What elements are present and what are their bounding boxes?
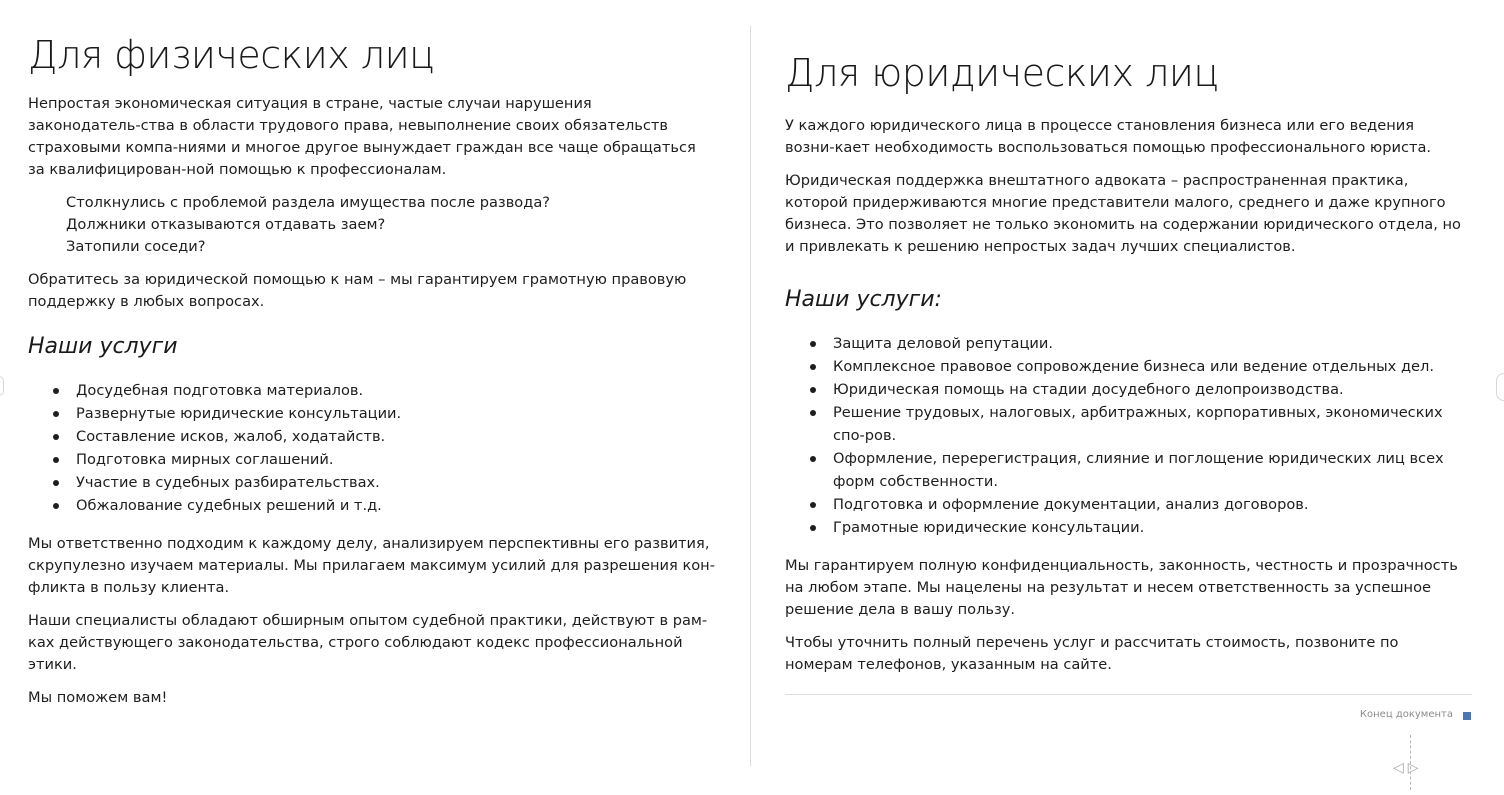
next-page-edge[interactable]	[1496, 373, 1504, 401]
end-separator	[785, 694, 1472, 695]
support-paragraph: Юридическая поддержка внештатного адвоката – распространенная практика, которой придерживаются многие представители малого, среднего и даже крупного бизнеса. Это позволяет не только экономить на содержании юридического отдела, но и привлекать к решению непростых задач лучших специалистов.	[785, 171, 1461, 255]
list-item: Юридическая помощь на стадии досудебного делопроизводства.	[785, 378, 1475, 401]
bullet-icon	[810, 364, 816, 370]
bullet-icon	[53, 480, 59, 486]
list-item: Досудебная подготовка материалов.	[28, 379, 718, 402]
list-item: Участие в судебных разбирательствах.	[28, 471, 718, 494]
list-item: Развернутые юридические консультации.	[28, 402, 718, 425]
bullet-icon	[810, 387, 816, 393]
bullet-icon	[810, 525, 816, 531]
question-line: Должники отказываются отдавать заем?	[66, 215, 386, 233]
intro-paragraph: У каждого юридического лица в процессе становления бизнеса или его ведения возни-кает необходимость воспользоваться помощью профессионального юриста.	[785, 116, 1432, 156]
page-companies	[785, 0, 1475, 676]
list-item: Составление исков, жалоб, ходатайств.	[28, 425, 718, 448]
question-line: Столкнулись с проблемой раздела имущества после развода?	[66, 193, 551, 211]
closing-line: Мы поможем вам!	[28, 688, 168, 706]
services-list	[28, 379, 718, 517]
experts-paragraph: Наши специалисты обладают обширным опытом судебной практики, действуют в рам-ках действующего законодательства, строго соблюдают кодекс профессиональной этики.	[28, 611, 708, 673]
end-marker-icon	[1463, 712, 1471, 720]
previous-page-edge[interactable]	[0, 376, 4, 396]
page-nav-arrows-icon[interactable]: ◁▷	[1393, 760, 1423, 776]
bullet-icon	[53, 434, 59, 440]
bullet-icon	[810, 502, 816, 508]
list-item: Подготовка мирных соглашений.	[28, 448, 718, 471]
bullet-icon	[810, 456, 816, 462]
questions-block	[28, 192, 718, 258]
bullet-icon	[53, 388, 59, 394]
page-divider	[750, 26, 751, 766]
page-individuals	[28, 0, 718, 709]
list-item: Грамотные юридические консультации.	[785, 516, 1475, 539]
bullet-icon	[53, 457, 59, 463]
question-line: Затопили соседи?	[66, 237, 206, 255]
appeal-paragraph: Обратитесь за юридической помощью к нам – мы гарантируем грамотную правовую поддержку в любых вопросах.	[28, 270, 687, 310]
bullet-icon	[810, 341, 816, 347]
list-item: Решение трудовых, налоговых, арбитражных, корпоративных, экономических спо-ров.	[785, 401, 1475, 447]
services-heading: Наши услуги:	[785, 286, 942, 312]
bullet-icon	[53, 411, 59, 417]
approach-paragraph: Мы ответственно подходим к каждому делу, анализируем перспективны его развития, скрупулезно изучаем материалы. Мы прилагаем максимум усилий для разрешения кон-фликта в пользу клиента.	[28, 534, 715, 596]
end-of-document-label: Конец документа	[1359, 709, 1453, 720]
services-list	[785, 332, 1475, 539]
page-title-individuals: Для физических лиц	[28, 33, 435, 77]
intro-paragraph: Непростая экономическая ситуация в стране, частые случаи нарушения законодатель-ства в области трудового права, невыполнение своих обязательств страховыми компа-ниями и многое другое вынуждает граждан все чаще обращаться за квалифицирован-ной помощью к профессионалам.	[28, 94, 696, 178]
contact-paragraph: Чтобы уточнить полный перечень услуг и рассчитать стоимость, позвоните по номерам телефонов, указанным на сайте.	[785, 633, 1399, 673]
bullet-icon	[53, 503, 59, 509]
list-item: Оформление, перерегистрация, слияние и поглощение юридических лиц всех форм собственности.	[785, 447, 1445, 493]
list-item: Комплексное правовое сопровождение бизнеса или ведение отдельных дел.	[785, 355, 1475, 378]
services-heading: Наши услуги	[28, 333, 178, 359]
list-item: Защита деловой репутации.	[785, 332, 1475, 355]
list-item: Обжалование судебных решений и т.д.	[28, 494, 718, 517]
bullet-icon	[810, 410, 816, 416]
guarantee-paragraph: Мы гарантируем полную конфиденциальность, законность, честность и прозрачность на любом этапе. Мы нацелены на результат и несем ответственность за успешное решение дела в вашу пользу.	[785, 556, 1458, 618]
page-title-companies: Для юридических лиц	[785, 51, 1219, 95]
list-item: Подготовка и оформление документации, анализ договоров.	[785, 493, 1475, 516]
